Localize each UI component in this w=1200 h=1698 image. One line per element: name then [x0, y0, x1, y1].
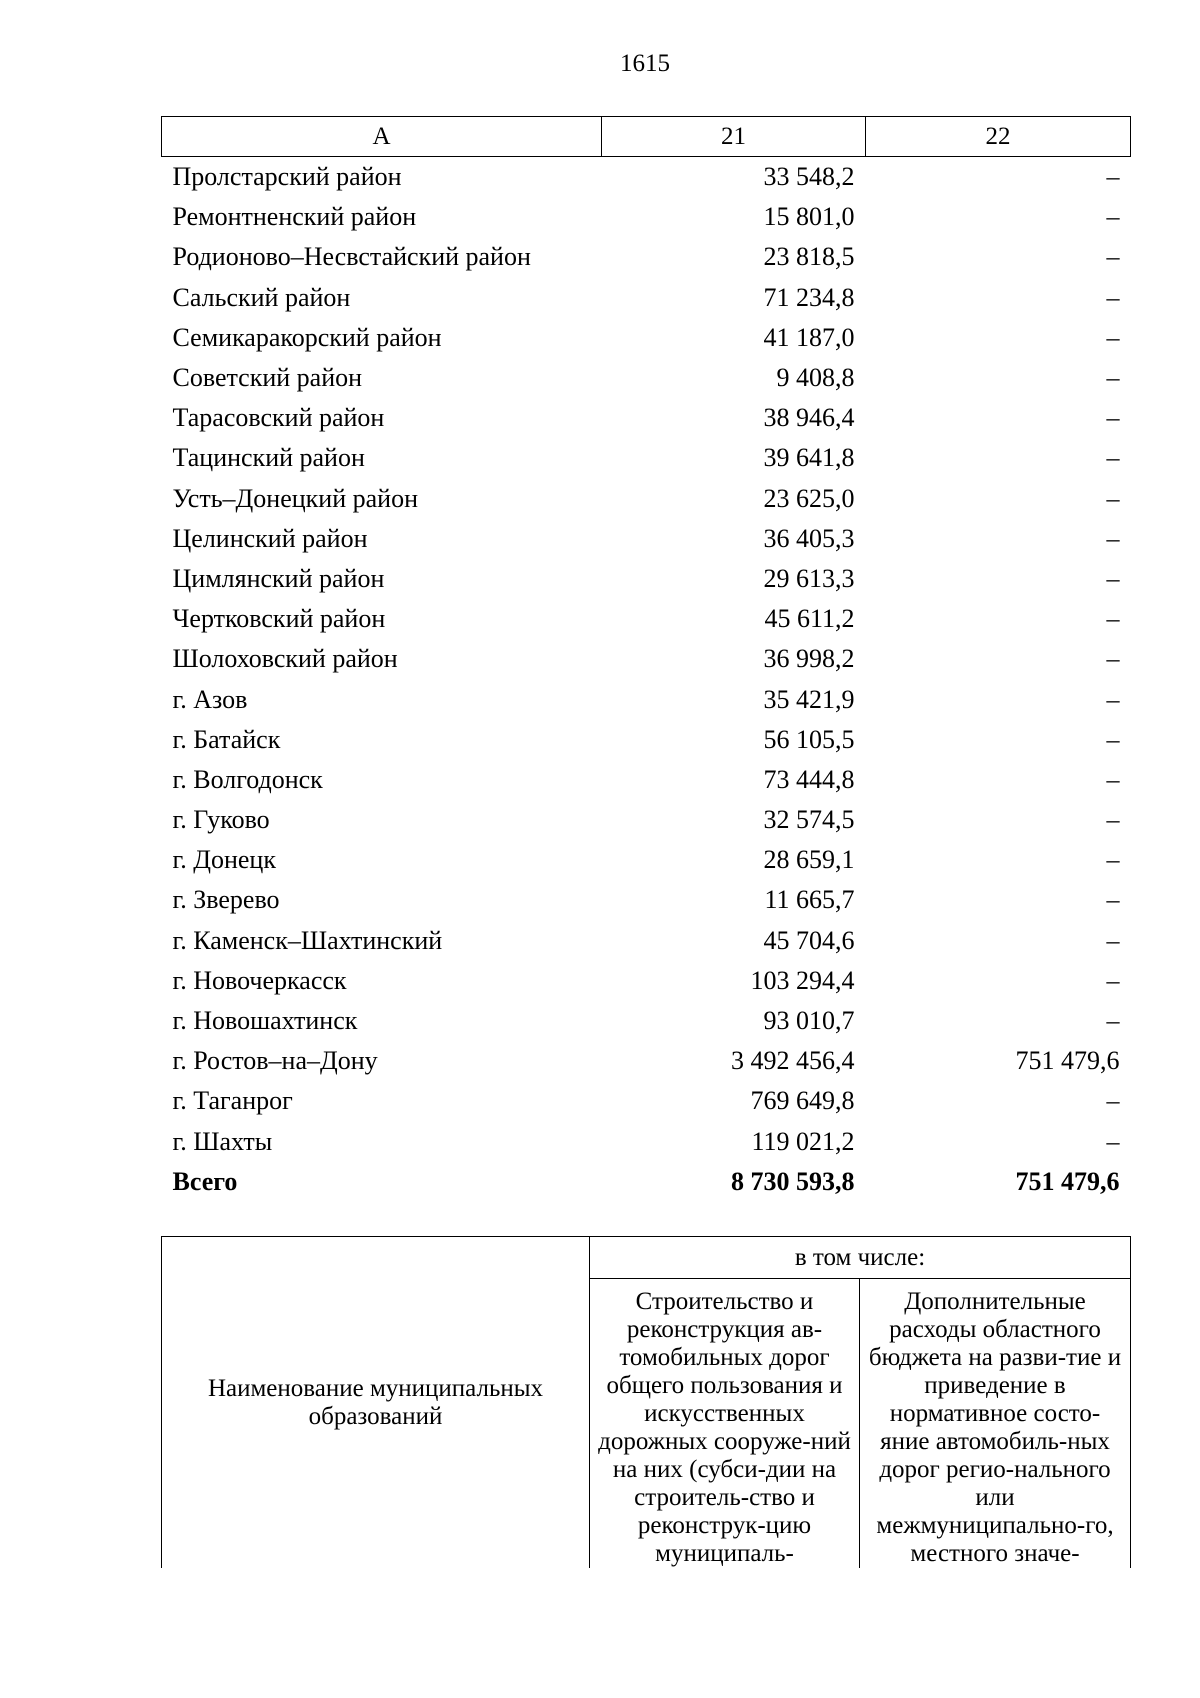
value-col-21: 3 492 456,4: [731, 1046, 855, 1076]
value-col-21: 45 704,6: [763, 925, 855, 955]
municipality-name: г. Гуково: [172, 805, 270, 835]
value-col-22: –: [1106, 805, 1120, 835]
municipality-name: Всего: [172, 1166, 238, 1196]
table-row: [162, 1081, 1131, 1121]
table-row: [162, 961, 1131, 1001]
value-col-21: 39 641,8: [763, 443, 855, 473]
value-col-22: –: [1106, 202, 1120, 232]
value-col-22: –: [1106, 282, 1120, 312]
value-col-21: 11 665,7: [764, 885, 855, 915]
municipality-name: Цимлянский район: [172, 563, 385, 593]
municipality-name: Усть–Донецкий район: [172, 483, 418, 513]
value-col-22: –: [1106, 1126, 1120, 1156]
municipality-name: Семикаракорский район: [172, 322, 442, 352]
table-row: [162, 358, 1131, 398]
table-row: [162, 438, 1131, 478]
table-row: [162, 880, 1131, 920]
value-col-22: –: [1106, 403, 1120, 433]
value-col-22: –: [1106, 563, 1120, 593]
table-row: [162, 639, 1131, 679]
value-col-21: 35 421,9: [763, 684, 855, 714]
table-row: [162, 679, 1131, 719]
table-row: [162, 318, 1131, 358]
value-col-21: 8 730 593,8: [731, 1166, 855, 1196]
table-row: [162, 479, 1131, 519]
header-col-a: А: [162, 117, 602, 157]
value-col-22: –: [1106, 845, 1120, 875]
value-col-22: –: [1106, 1006, 1120, 1036]
value-col-21: 41 187,0: [763, 322, 855, 352]
municipality-name: г. Ростов–на–Дону: [172, 1046, 378, 1076]
municipality-name: Родионово–Несвстайский район: [172, 242, 531, 272]
value-col-22: –: [1106, 322, 1120, 352]
value-col-21: 23 818,5: [763, 242, 855, 272]
municipality-name: Тацинский район: [172, 443, 365, 473]
value-col-22: –: [1106, 1086, 1120, 1116]
municipality-name: г. Каменск–Шахтинский: [172, 925, 443, 955]
municipality-name: г. Батайск: [172, 724, 281, 754]
table-row: [162, 237, 1131, 277]
table-row: [162, 519, 1131, 559]
value-col-21: 29 613,3: [763, 563, 855, 593]
value-col-21: 28 659,1: [763, 845, 855, 875]
additional-expenses-column-header: Дополнительные расходы областного бюджета на разви-тие и приведение в нормативное состо-яние автомобиль-ных дорог регио-нального или межмуниципально-го, местного значе-: [860, 1279, 1131, 1569]
value-col-22: –: [1106, 443, 1120, 473]
municipality-name: г. Шахты: [172, 1126, 273, 1156]
municipality-name: Советский район: [172, 363, 363, 393]
value-col-21: 36 998,2: [763, 644, 855, 674]
value-col-21: 73 444,8: [763, 764, 855, 794]
value-col-21: 23 625,0: [763, 483, 855, 513]
municipality-name: г. Донецк: [172, 845, 276, 875]
value-col-22: –: [1106, 724, 1120, 754]
value-col-22: –: [1106, 523, 1120, 553]
municipality-name: г. Зверево: [172, 885, 280, 915]
value-col-22: –: [1106, 483, 1120, 513]
table-row: [162, 278, 1131, 318]
municipality-name: Целинский район: [172, 523, 368, 553]
value-col-22: –: [1106, 604, 1120, 634]
municipality-name: Чертковский район: [172, 604, 386, 634]
municipality-name: г. Таганрог: [172, 1086, 293, 1116]
value-col-21: 45 611,2: [764, 604, 855, 634]
value-col-22: –: [1106, 925, 1120, 955]
value-col-22: –: [1106, 242, 1120, 272]
header-col-22: 22: [866, 117, 1131, 157]
municipality-name: Пролстарский район: [172, 162, 402, 192]
table-row: [162, 720, 1131, 760]
value-col-22: –: [1106, 764, 1120, 794]
including-header: в том числе:: [590, 1237, 1131, 1279]
table-row: [162, 398, 1131, 438]
value-col-22: 751 479,6: [1015, 1046, 1120, 1076]
value-col-21: 36 405,3: [763, 523, 855, 553]
municipality-name: Сальский район: [172, 282, 351, 312]
value-col-21: 93 010,7: [763, 1006, 855, 1036]
top-table: [161, 116, 1131, 1202]
municipality-name: г. Новочеркасск: [172, 965, 347, 995]
value-col-21: 769 649,8: [750, 1086, 855, 1116]
municipality-name: г. Азов: [172, 684, 248, 714]
value-col-22: –: [1106, 162, 1120, 192]
value-col-21: 9 408,8: [776, 363, 855, 393]
value-col-21: 103 294,4: [750, 965, 855, 995]
municipality-name: г. Волгодонск: [172, 764, 323, 794]
value-col-22: –: [1106, 965, 1120, 995]
value-col-21: 32 574,5: [763, 805, 855, 835]
table-row: [162, 1001, 1131, 1041]
value-col-21: 15 801,0: [763, 202, 855, 232]
table-row: [162, 921, 1131, 961]
value-col-22: –: [1106, 885, 1120, 915]
bottom-table: [161, 1236, 1131, 1568]
header-col-21: 21: [602, 117, 866, 157]
municipality-name: Тарасовский район: [172, 403, 385, 433]
table-row: [162, 800, 1131, 840]
value-col-21: 56 105,5: [763, 724, 855, 754]
total-row: [162, 1162, 1131, 1202]
value-col-22: –: [1106, 363, 1120, 393]
page-number: 1615: [620, 50, 670, 77]
table-row: [162, 1122, 1131, 1162]
construction-column-header: Строительство и реконструкция ав-томобильных дорог общего пользования и искусственных дорожных сооруже-ний на них (субси-дии на строитель-ство и реконструк-цию муниципаль-: [590, 1279, 860, 1569]
value-col-22: 751 479,6: [1015, 1166, 1120, 1196]
table-row: [162, 559, 1131, 599]
value-col-21: 38 946,4: [763, 403, 855, 433]
table-row: [162, 599, 1131, 639]
value-col-22: –: [1106, 644, 1120, 674]
municipality-name: Шолоховский район: [172, 644, 398, 674]
value-col-21: 71 234,8: [763, 282, 855, 312]
value-col-21: 119 021,2: [751, 1126, 855, 1156]
top-table-header-row: [162, 117, 1131, 157]
municipality-name-header: Наименование муниципальных образований: [162, 1237, 590, 1569]
table-row: [162, 1041, 1131, 1081]
municipality-name: Ремонтненский район: [172, 202, 417, 232]
table-row: [162, 840, 1131, 880]
value-col-21: 33 548,2: [763, 162, 855, 192]
table-row: [162, 197, 1131, 237]
value-col-22: –: [1106, 684, 1120, 714]
table-row: [162, 157, 1131, 198]
municipality-name: г. Новошахтинск: [172, 1006, 358, 1036]
table-row: [162, 760, 1131, 800]
